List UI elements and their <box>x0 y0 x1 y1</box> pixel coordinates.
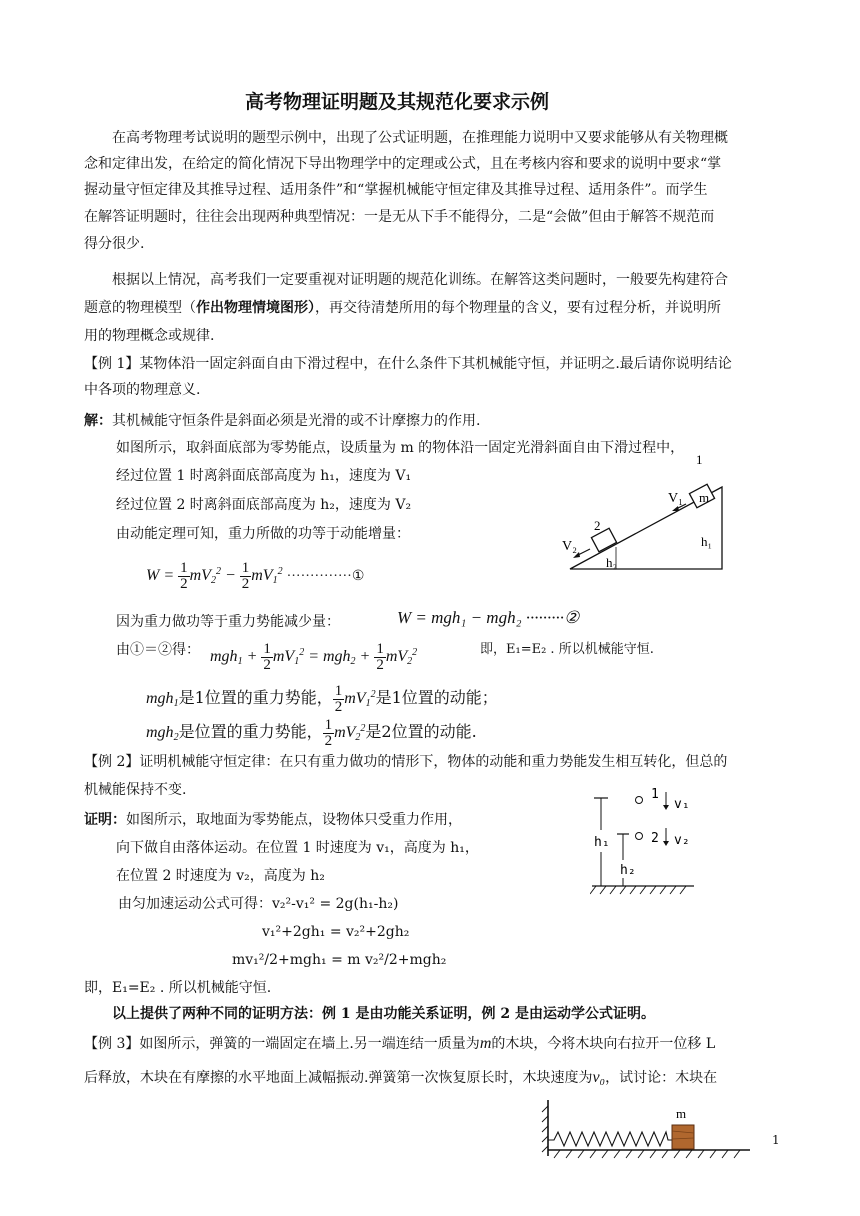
ex3-question <box>84 1034 715 1054</box>
ex3-text: 【例 3】如图所示，弹簧的一端固定在墙上.另一端连结一质量为 <box>84 1036 480 1052</box>
fraction-half: $\frac{1}{2}$ <box>376 640 384 673</box>
label-v2: V₂ <box>562 539 577 554</box>
proof-text: 如图所示，取地面为零势能点，设物体只受重力作用， <box>126 812 462 828</box>
intro-line: 在高考物理考试说明的题型示例中，出现了公式证明题，在推理能力说明中又要求能够从有关物理概 <box>112 130 728 146</box>
proof-label: 证明： <box>84 812 126 828</box>
para2-text: 题意的物理模型（ <box>84 300 196 316</box>
ex3-question <box>84 1068 717 1088</box>
fraction-half: $\frac{1}{2}$ <box>180 559 188 592</box>
label-h1: h₁ <box>701 534 713 549</box>
wooden-block <box>672 1125 694 1149</box>
ex1-question: 【例 1】某物体沿一固定斜面自由下滑过程中，在什么条件下其机械能守恒，并证明之.最后请你说明结论 <box>84 356 732 372</box>
label-1: 1 <box>696 452 703 467</box>
ex3-mass-symbol: m <box>479 1035 492 1052</box>
equation-2: W = mgh₁ − mgh₂ ·········② <box>397 608 580 627</box>
equation-1: W = $\frac{1}{2}$ $mV_2^2$ − $\frac{1}{2}$ $mV_1^2$ ··············① <box>146 559 365 592</box>
label-m: m <box>676 1106 687 1121</box>
ex2-conclusion: 即，E₁=E₂ . 所以机械能守恒. <box>84 980 272 996</box>
ex2-step: v₁²+2gh₁ = v₂²+2gh₂ <box>262 924 410 940</box>
ex2-step: 由匀加速运动公式可得：v₂²-v₁² = 2g(h₁-h₂) <box>118 896 399 912</box>
para2-line <box>84 298 721 318</box>
ball-position-1 <box>636 797 643 804</box>
para2-emphasis: 作出物理情境图形） <box>196 300 315 316</box>
ex3-velocity-symbol: v₀ <box>592 1069 606 1086</box>
intro-line: 握动量守恒定律及其推导过程、适用条件”和“掌握机械能守恒定律及其推导过程、适用条件”。而学生 <box>84 182 708 198</box>
ex1-step: 如图所示，取斜面底部为零势能点，设质量为 m 的物体沿一固定光滑斜面自由下滑过程中， <box>116 440 685 456</box>
ex1-step: 经过位置 2 时离斜面底部高度为 h₂，速度为 V₂ <box>116 497 412 513</box>
label-2: 2 <box>651 831 659 846</box>
ex2-proof <box>84 810 462 830</box>
equation-3: mgh$_1$ + $\frac{1}{2}$ $mV_1^2 = mgh_2$ + $\frac{1}{2}$ $mV_2^2$ <box>210 640 418 673</box>
intro-line: 念和定律出发，在给定的简化情况下导出物理学中的定理或公式，且在考核内容和要求的说明中要求“掌 <box>84 156 722 172</box>
ex1-step: 因为重力做功等于重力势能减少量： <box>116 614 340 630</box>
spring <box>548 1132 672 1146</box>
meaning-text: 是位置的重力势能， <box>178 722 323 741</box>
page-title: 高考物理证明题及其规范化要求示例 <box>245 91 550 113</box>
solution-text: 其机械能守恒条件是斜面必须是光滑的或不计摩擦力的作用. <box>112 413 481 429</box>
label-h1: h₁ <box>594 835 610 850</box>
ex1-step: 由动能定理可知，重力所做的功等于动能增量： <box>116 526 410 542</box>
ex1-solution <box>84 411 480 431</box>
ball-position-2 <box>636 833 643 840</box>
meaning-line-2: mgh$_2$是位置的重力势能， $\frac{1}{2}$ $mV_2^2$是2位置的动能. <box>146 716 477 749</box>
label-m: m <box>699 490 710 505</box>
ex1-step: 经过位置 1 时离斜面底部高度为 h₁，速度为 V₁ <box>116 468 412 484</box>
incline-figure <box>560 452 730 572</box>
fraction-half: $\frac{1}{2}$ <box>241 559 250 592</box>
ex2-step: mv₁²/2+mgh₁ = m v₂²/2+mgh₂ <box>232 952 447 968</box>
spring-figure <box>540 1098 760 1162</box>
summary: 以上提供了两种不同的证明方法：例 1 是由功能关系证明，例 2 是由运动学公式证明。 <box>112 1006 655 1022</box>
ex1-conclusion: 即，E₁=E₂ . 所以机械能守恒. <box>480 642 654 657</box>
label-v1: V₁ <box>668 491 683 506</box>
meaning-text: 是2位置的动能. <box>365 722 477 741</box>
label-h2: h₂ <box>620 863 636 878</box>
label-2: 2 <box>594 518 601 533</box>
label-1: 1 <box>651 787 659 802</box>
label-v2: v₂ <box>674 833 690 848</box>
ex2-step: 向下做自由落体运动。在位置 1 时速度为 v₁，高度为 h₁， <box>116 840 479 856</box>
solution-label: 解： <box>84 413 112 429</box>
meaning-text: 是1位置的动能； <box>375 688 498 707</box>
ex3-text: 的木块，今将木块向右拉开一位移 L <box>491 1036 716 1052</box>
meaning-text: 是1位置的重力势能， <box>178 688 333 707</box>
intro-line: 得分很少. <box>84 236 145 252</box>
label-v1: v₁ <box>674 797 690 812</box>
ex3-text: ，试讨论：木块在 <box>605 1070 718 1086</box>
free-fall-figure <box>590 786 700 898</box>
ex1-question: 中各项的物理意义. <box>84 382 201 398</box>
ex2-question: 机械能保持不变. <box>84 782 187 798</box>
para2-text: ，再交待清楚所用的每个物理量的含义，要有过程分析，并说明所 <box>315 300 721 316</box>
para2-line: 用的物理概念或规律. <box>84 328 215 344</box>
para2-line: 根据以上情况，高考我们一定要重视对证明题的规范化训练。在解答这类问题时，一般要先构建符合 <box>112 272 728 288</box>
fraction-half: $\frac{1}{2}$ <box>263 640 271 673</box>
page-number: 1 <box>772 1133 780 1147</box>
intro-line: 在解答证明题时，往往会出现两种典型情况：一是无从下手不能得分，二是“会做”但由于解答不规范而 <box>84 209 715 225</box>
ex3-text: 后释放，木块在有摩擦的水平地面上减幅振动.弹簧第一次恢复原长时，木块速度为 <box>84 1070 593 1086</box>
label-h2: h₂ <box>606 555 618 570</box>
ex2-question: 【例 2】证明机械能守恒定律：在只有重力做功的情形下，物体的动能和重力势能发生相互转化，但总的 <box>84 754 728 770</box>
meaning-line-1: mgh$_1$是1位置的重力势能， $\frac{1}{2}$ $mV_1^2$是1位置的动能； <box>146 682 498 715</box>
ex2-step: 在位置 2 时速度为 v₂，高度为 h₂ <box>116 868 325 884</box>
equation-1-marker: ··············① <box>286 569 365 584</box>
ex1-step: 由①＝②得： <box>116 642 200 658</box>
